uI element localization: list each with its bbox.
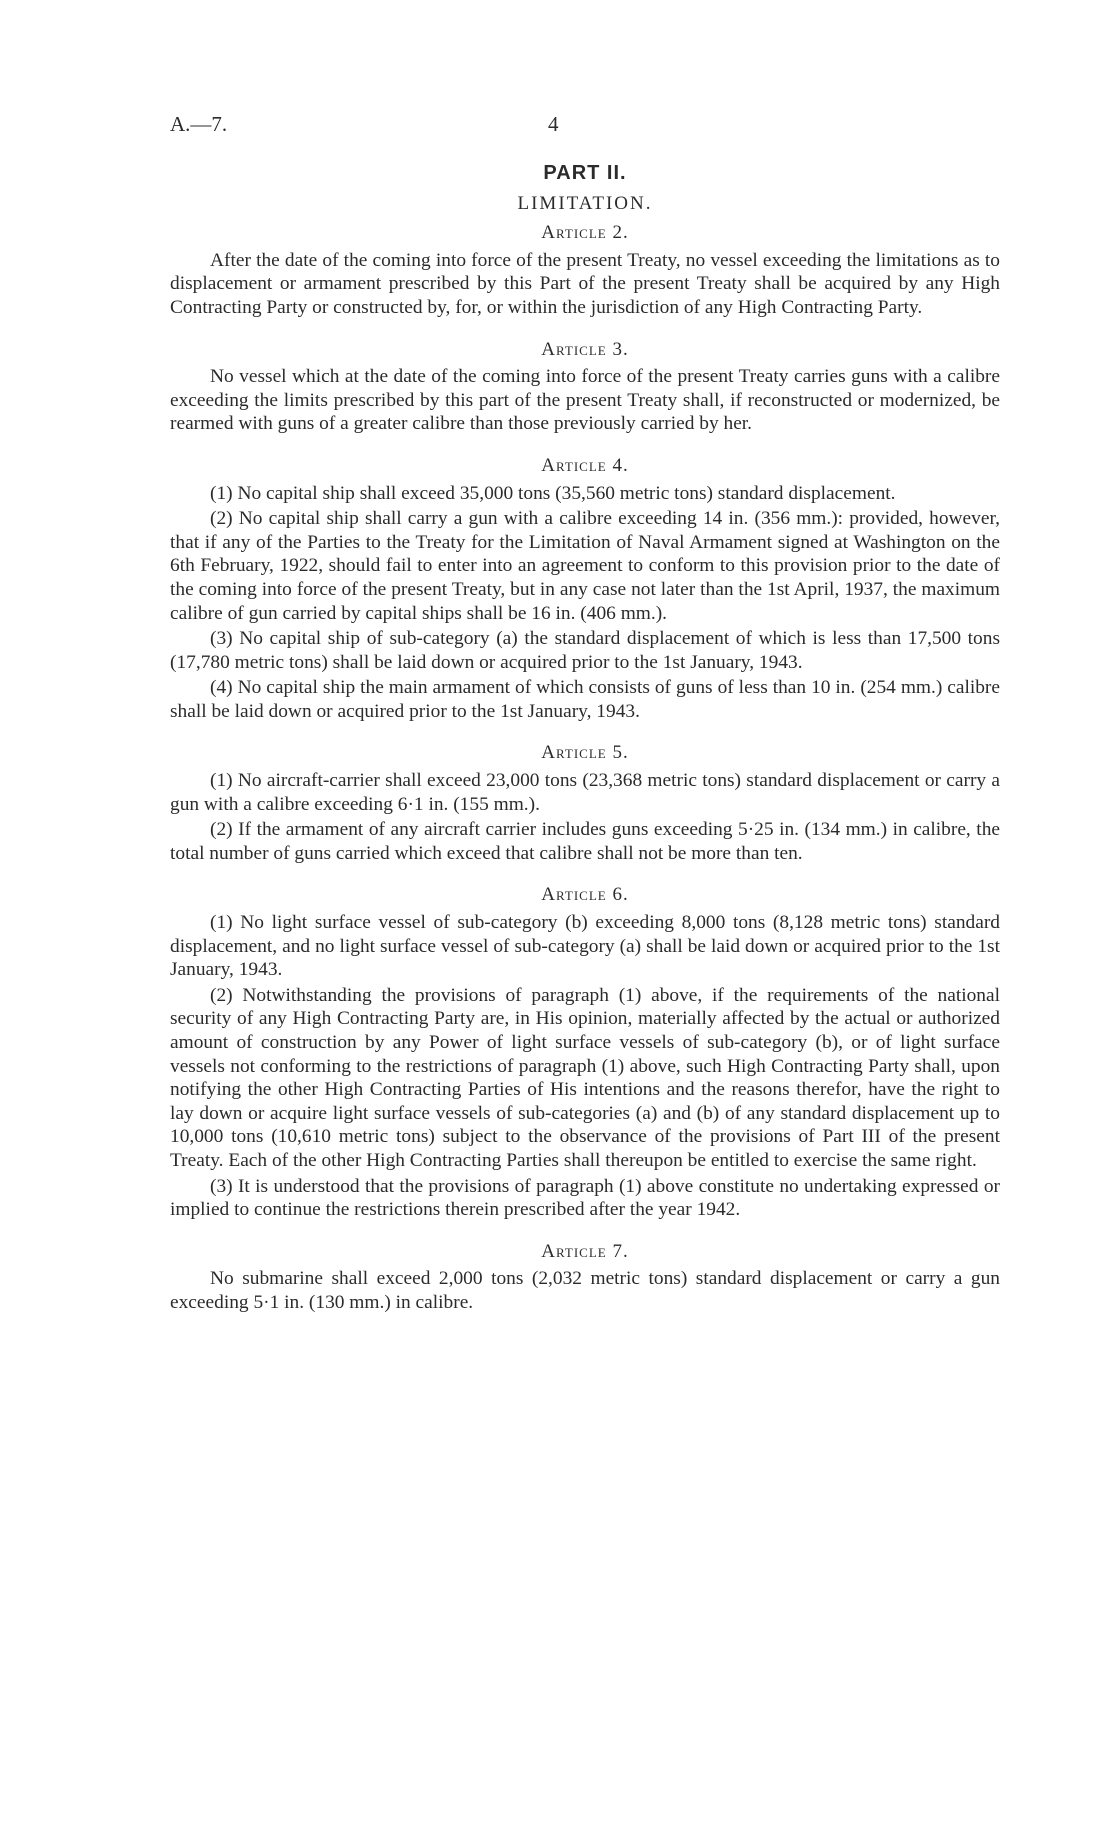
article-3-paragraph: No vessel which at the date of the coming into force of the present Treaty carries guns with a calibre exceeding the limits prescribed by this part of the present Treaty shall, if reconstructed or modernized, be rearmed with guns of a greater calibre than those previously carried by her. — [170, 366, 1000, 435]
article-5-paragraph-2: (2) If the armament of any aircraft carrier includes guns exceeding 5·25 in. (134 mm.) in calibre, the total number of guns carried which exceed that calibre shall not be more than ten. — [170, 819, 1000, 864]
article-5-paragraph-1: (1) No aircraft-carrier shall exceed 23,000 tons (23,368 metric tons) standard displacement or carry a gun with a calibre exceeding 6·1 in. (155 mm.). — [170, 770, 1000, 815]
part-subtitle: LIMITATION. — [517, 192, 653, 214]
article-2-paragraph: After the date of the coming into force of the present Treaty, no vessel exceeding the limitations as to displacement or armament prescribed by this Part of the present Treaty shall be acquired by any High Contracting Party or constructed by, for, or within the jurisdiction of any High Contracting Party. — [170, 249, 1000, 318]
document-body — [170, 162, 1000, 1317]
article-7-paragraph: No submarine shall exceed 2,000 tons (2,032 metric tons) standard displacement or carry a gun exceeding 5·1 in. (130 mm.) in calibre. — [170, 1268, 1000, 1313]
article-3-heading: Article 3. — [541, 338, 629, 360]
article-6-paragraph-1: (1) No light surface vessel of sub-category (b) exceeding 8,000 tons (8,128 metric tons) standard displacement, and no light surface vessel of sub-category (a) shall be laid down or acquired prior to the 1st January, 1943. — [170, 912, 1000, 981]
article-4-heading: Article 4. — [541, 454, 629, 476]
article-6-paragraph-3: (3) It is understood that the provisions of paragraph (1) above constitute no undertaking expressed or implied to continue the restrictions therein prescribed after the year 1942. — [170, 1175, 1000, 1221]
part-title: PART II. — [543, 162, 627, 184]
article-4-paragraph-3: (3) No capital ship of sub-category (a) the standard displacement of which is less than 17,500 tons (17,780 metric tons) shall be laid down or acquired prior to the 1st January, 1943. — [170, 628, 1000, 673]
article-4-paragraph-4: (4) No capital ship the main armament of which consists of guns of less than 10 in. (254 mm.) calibre shall be laid down or acquired prior to the 1st January, 1943. — [170, 677, 1000, 722]
article-4-paragraph-2: (2) No capital ship shall carry a gun with a calibre exceeding 14 in. (356 mm.): provided, however, that if any of the Parties to the Treaty for the Limitation of Naval Armament signed at Washington on the 6th February, 1922, should fail to enter into an agreement to conform to this provision prior to the date of the coming into force of the present Treaty, but in any case not later than the 1st April, 1937, the maximum calibre of gun carried by capital ships shall be 16 in. (406 mm.). — [170, 508, 1000, 624]
article-6-paragraph-2: (2) Notwithstanding the provisions of paragraph (1) above, if the requirements of the national security of any High Contracting Party are, in His opinion, materially affected by the actual or authorized amount of construction by any Power of light surface vessels of sub-category (b), or of light surface vessels not conforming to the restrictions of paragraph (1) above, such High Contracting Party shall, upon notifying the other High Contracting Parties of His intentions and the reasons therefor, have the right to lay down or acquire light surface vessels of sub-categories (a) and (b) of any standard displacement up to 10,000 tons (10,610 metric tons) subject to the observance of the provisions of Part III of the present Treaty. Each of the other High Contracting Parties shall thereupon be entitled to exercise the same right. — [170, 984, 1000, 1171]
running-head — [170, 112, 1000, 142]
article-2-heading: Article 2. — [541, 222, 629, 244]
article-4-paragraph-1: (1) No capital ship shall exceed 35,000 tons (35,560 metric tons) standard displacement. — [210, 482, 896, 504]
article-7-heading: Article 7. — [541, 1240, 629, 1262]
page-number: 4 — [548, 112, 559, 136]
article-5-heading: Article 5. — [541, 742, 629, 764]
document-reference: A.—7. — [170, 112, 228, 136]
article-6-heading: Article 6. — [541, 884, 629, 906]
